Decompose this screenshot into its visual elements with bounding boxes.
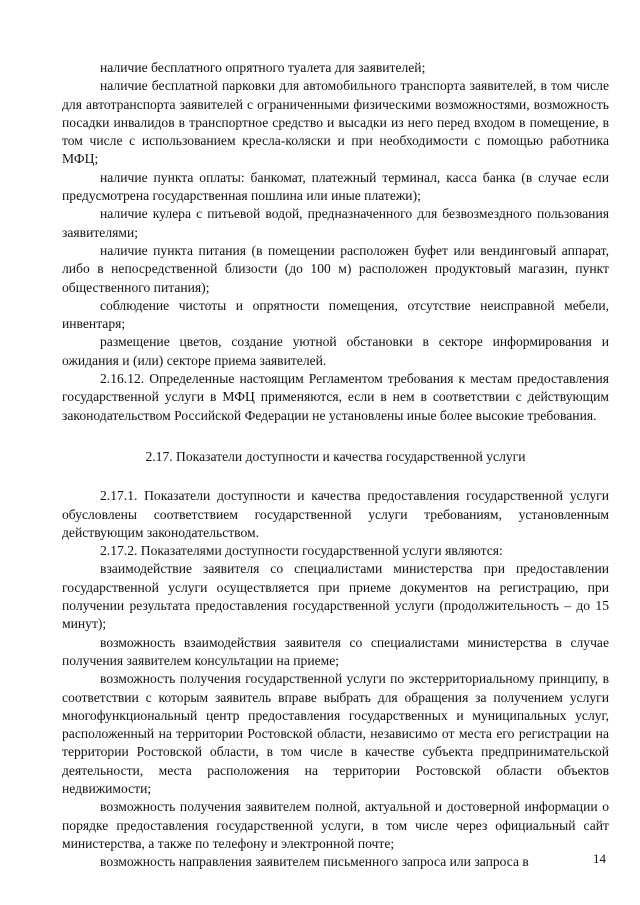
paragraph: возможность взаимодействия заявителя со специалистами министерства в случае получения заявителем консультации на приеме; xyxy=(62,634,609,668)
paragraph: 2.17.2. Показателями доступности государственной услуги являются: xyxy=(100,543,503,559)
paragraph: размещение цветов, создание уютной обстановки в секторе информирования и ожидания и (или) секторе приема заявителей. xyxy=(62,334,609,368)
paragraph: взаимодействие заявителя со специалистами министерства при предоставлении государственной услуги осуществляется при приеме документов на регистрацию, при получении результата предоставления государственной услуги (продолжительность – до 15 минут); xyxy=(62,561,609,632)
section-heading: 2.17. Показатели доступности и качества государственной услуги xyxy=(145,448,526,464)
paragraph: возможность направления заявителем письменного запроса или запроса в xyxy=(100,854,529,870)
paragraph: наличие кулера с питьевой водой, предназначенного для безвозмездного пользования заявителями; xyxy=(62,206,609,240)
document-body xyxy=(62,59,609,871)
paragraph: возможность получения государственной услуги по экстерриториальному принципу, в соответствии с которым заявитель вправе выбрать для обращения за получением услуги многофункциональный центр предоставления государственных и муниципальных услуг, расположенный на территории Ростовской области, независимо от места его регистрации на территории Ростовской области, в том числе в качестве субъекта предпринимательской деятельности, места расположения на территории Ростовской области объектов недвижимости; xyxy=(62,671,609,796)
paragraph: возможность получения заявителем полной, актуальной и достоверной информации о порядке предоставления государственной услуги, в том числе через официальный сайт министерства, а также по телефону и электронной почте; xyxy=(62,799,609,851)
paragraph: наличие бесплатной парковки для автомобильного транспорта заявителей, в том числе для автотранспорта заявителей с ограниченными физическими возможностями, возможность посадки инвалидов в транспортное средство и высадки из него перед входом в помещение, в том числе с использованием кресла-коляски и при необходимости с помощью работника МФЦ; xyxy=(62,78,609,167)
page-number: 14 xyxy=(593,851,606,866)
paragraph: 2.17.1. Показатели доступности и качества предоставления государственной услуги обусловлены соответствием государственной услуги требованиям, установленным действующим законодательством. xyxy=(62,488,609,540)
paragraph: 2.16.12. Определенные настоящим Регламентом требования к местам предоставления государственной услуги в МФЦ применяются, если в нем в соответствии с действующим законодательством Российской Федерации не установлены иные более высокие требования. xyxy=(62,371,609,423)
paragraph: наличие бесплатного опрятного туалета для заявителей; xyxy=(100,60,426,75)
paragraph: наличие пункта оплаты: банкомат, платежный терминал, касса банка (в случае если предусмотрена государственная пошлина или иные платежи); xyxy=(62,169,609,204)
paragraph: наличие пункта питания (в помещении расположен буфет или вендинговый аппарат, либо в непосредственной близости (до 100 м) расположен продуктовый магазин, пункт общественного питания); xyxy=(62,242,609,295)
paragraph: соблюдение чистоты и опрятности помещения, отсутствие неисправной мебели, инвентаря; xyxy=(62,297,609,332)
